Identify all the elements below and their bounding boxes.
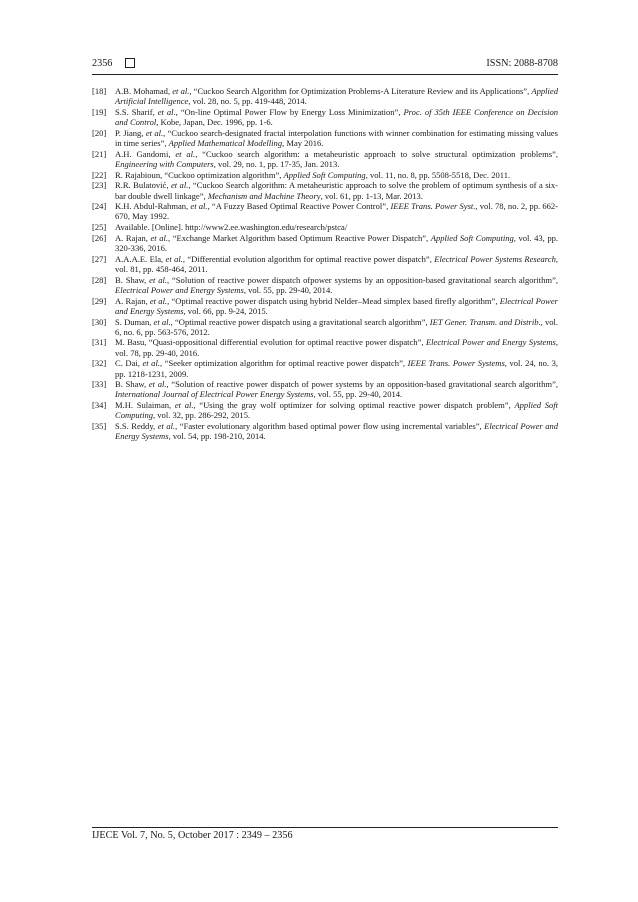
reference-segment: , vol. 78, pp. 29-40, 2016. [115, 337, 558, 358]
square-bullet-icon [125, 58, 135, 68]
reference-segment: S.S. Reddy, [115, 421, 158, 432]
reference-segment: , “Cuckoo search algorithm: a metaheuristic approach to solve structural optimization problems”, [195, 148, 558, 159]
reference-number: [20] [92, 127, 107, 138]
reference-segment: , “Seeker optimization algorithm for optimal reactive power dispatch”, [159, 358, 408, 369]
reference-segment: , vol. 28, no. 5, pp. 419-448, 2014. [188, 96, 307, 107]
reference-italic-segment: Applied Mathematical Modelling [168, 137, 283, 148]
reference-italic-segment: et al. [157, 421, 176, 432]
reference-text [115, 296, 558, 316]
reference-item [92, 421, 558, 441]
reference-segment: , “A Fuzzy Based Optimal Reactive Power Control”, [207, 201, 391, 212]
issn-label: ISSN: 2088-8708 [486, 58, 558, 69]
page-number: 2356 [92, 58, 113, 69]
reference-segment: , May 2016. [282, 137, 324, 148]
reference-italic-segment: Electrical Power and Energy Systems [425, 337, 556, 348]
reference-italic-segment: et al. [174, 400, 194, 411]
reference-item [92, 180, 558, 200]
reference-item [92, 275, 558, 295]
reference-italic-segment: International Journal of Electrical Power Energy Systems [115, 389, 314, 400]
reference-text [115, 254, 558, 274]
reference-italic-segment: et al. [170, 180, 189, 191]
reference-segment: , vol. 29, no. 1, pp. 17-35, Jan. 2013. [213, 158, 340, 169]
reference-italic-segment: Applied Soft Computing [283, 169, 366, 180]
reference-segment: ., “Optimal reactive power dispatch using a gravitational search algorithm”, [168, 316, 430, 327]
reference-italic-segment: et al. [149, 295, 168, 306]
reference-italic-segment: Applied Soft Computing [430, 232, 514, 243]
reference-item [92, 358, 558, 378]
reference-number: [27] [92, 253, 107, 264]
reference-number: [34] [92, 400, 107, 411]
reference-segment: P. Jiang, [115, 127, 146, 138]
reference-item [92, 128, 558, 148]
reference-segment: , [167, 86, 173, 96]
reference-number: [32] [92, 358, 107, 369]
reference-segment: , vol. 11, no. 8, pp. 5508-5518, Dec. 2011. [365, 169, 511, 180]
reference-item [92, 222, 558, 232]
reference-segment: R. Rajabioun, “Cuckoo optimization algorithm”, [115, 169, 284, 180]
reference-number: [31] [92, 337, 107, 348]
reference-item [92, 107, 558, 127]
reference-italic-segment: Electrical Power and Energy Systems [115, 284, 244, 295]
reference-segment: , “Faster evolutionary algorithm based optimal power flow using incremental variables”, [175, 421, 485, 432]
reference-number: [22] [92, 169, 107, 180]
reference-segment: , vol. 81, pp. 458-464, 2011. [115, 253, 559, 274]
reference-segment: A. Rajan, [115, 232, 151, 243]
reference-segment: , vol. 78, no. 2, pp. 662-670, May 1992. [115, 201, 558, 222]
reference-segment: ., vol. 6, no. 6, pp. 563-576, 2012. [115, 316, 559, 337]
page-footer: IJECE Vol. 7, No. 5, October 2017 : 2349 – 2356 [92, 830, 293, 841]
reference-segment: , “Using the gray wolf optimizer for solving optimal reactive power dispatch problem”, [193, 400, 515, 411]
reference-segment: , vol. 54, pp. 198-210, 2014. [168, 431, 266, 442]
reference-segment: , vol. 24, no. 3, pp. 1218-1231, 2009. [115, 358, 559, 379]
reference-text [115, 317, 558, 337]
reference-segment: A.A.A.E. Ela, [115, 253, 166, 264]
reference-text [115, 275, 558, 295]
reference-text [115, 128, 558, 148]
reference-segment: , “On-line Optimal Power Flow by Energy Loss Minimization”, [175, 106, 404, 117]
reference-italic-segment: et al. [157, 106, 176, 117]
reference-segment: A. Rajan, [115, 295, 150, 306]
reference-italic-segment: Applied Artificial Intelligence [115, 86, 558, 107]
reference-italic-segment: Engineering with Computers [115, 158, 214, 169]
reference-segment: , “Exchange Market Algorithm based Optimum Reactive Power Dispatch”, [168, 232, 431, 243]
reference-italic-segment: et al. [175, 148, 196, 159]
reference-item [92, 317, 558, 337]
reference-segment: R.R. Bulatović, [115, 180, 171, 191]
reference-item [92, 86, 558, 106]
reference-italic-segment: et al. [148, 379, 167, 390]
reference-segment: , “Cuckoo search-designated fractal interpolation functions with winner combination for estimating missing values in time series”, [115, 127, 559, 148]
reference-text [115, 222, 558, 232]
reference-item [92, 201, 558, 221]
reference-text [115, 233, 558, 253]
reference-item [92, 296, 558, 316]
reference-italic-segment: et al. [150, 232, 169, 243]
reference-segment: , vol. 32, pp. 286-292, 2015. [153, 410, 251, 421]
reference-list [92, 86, 558, 442]
reference-text [115, 379, 558, 399]
reference-text [115, 149, 558, 169]
reference-italic-segment: Electrical Power Systems Research [434, 253, 556, 264]
reference-segment: S.S. Sharif, [115, 106, 158, 117]
reference-segment: , vol. 55, pp. 29-40, 2014. [313, 389, 403, 400]
reference-segment: , “Solution of reactive power dispatch ofpower systems by an opposition-based gravitational search algorithm”, [167, 274, 559, 285]
reference-segment: , “Optimal reactive power dispatch using hybrid Nelder–Mead simplex based firefly algorithm”, [167, 295, 500, 306]
reference-text [115, 86, 558, 106]
reference-italic-segment: et al [153, 316, 169, 327]
reference-italic-segment: et al. [165, 253, 183, 264]
reference-item [92, 149, 558, 169]
reference-italic-segment: IEEE Trans. Power Syst. [390, 201, 476, 212]
reference-segment: , vol. 55, pp. 29-40, 2014. [243, 284, 333, 295]
reference-item [92, 170, 558, 180]
reference-item [92, 254, 558, 274]
reference-segment: S. Duman, [115, 316, 154, 327]
reference-italic-segment: et al. [172, 86, 190, 96]
reference-italic-segment: Electrical Power and Energy Systems [115, 421, 559, 442]
reference-segment: A.B. Mohamad [115, 86, 168, 96]
reference-segment: , “Cuckoo Search Algorithm for Optimization Problems-A Literature Review and its Applications”, [189, 86, 532, 96]
reference-number: [29] [92, 295, 107, 306]
page-header [92, 58, 558, 74]
reference-text [115, 170, 558, 180]
reference-number: [35] [92, 421, 107, 432]
reference-italic-segment: IEEE Trans. Power Systems [407, 358, 505, 369]
reference-italic-segment: et al. [142, 358, 160, 369]
reference-number: [25] [92, 222, 107, 233]
reference-number: [24] [92, 201, 107, 212]
reference-segment: M.H. Sulaiman, [115, 400, 175, 411]
reference-italic-segment: IET Gener. Transm. and Distrib [429, 316, 539, 327]
reference-segment: , vol. 61, pp. 1-13, Mar. 2013. [320, 190, 423, 201]
reference-text [115, 180, 558, 200]
reference-segment: A.H. Gandomi, [115, 148, 176, 159]
reference-text [115, 358, 558, 378]
reference-number: [33] [92, 379, 107, 390]
reference-italic-segment: Proc. of 35th IEEE Conference on Decision and Control [115, 106, 559, 128]
reference-italic-segment: et al. [145, 127, 164, 138]
reference-segment: B. Shaw, [115, 379, 149, 390]
reference-segment: , “Differential evolution algorithm for optimal reactive power dispatch”, [182, 253, 435, 264]
reference-text [115, 421, 558, 441]
reference-number: [26] [92, 232, 107, 243]
reference-segment: , “Solution of reactive power dispatch of power systems by an opposition-based gravitational search algorithm”, [166, 379, 559, 390]
reference-segment: K.H. Abdul-Rahman, [115, 201, 191, 212]
reference-item [92, 379, 558, 399]
reference-text [115, 400, 558, 420]
reference-number: [28] [92, 274, 107, 285]
reference-number: [23] [92, 180, 107, 191]
reference-segment: , vol. 43, pp. 320-336, 2016. [115, 232, 559, 254]
reference-text [115, 201, 558, 221]
reference-italic-segment: et al. [149, 274, 167, 285]
reference-segment: C. Dai, [115, 358, 143, 369]
reference-segment: B. Shaw, [115, 274, 150, 285]
header-rule [92, 74, 558, 75]
reference-number: [21] [92, 148, 107, 159]
reference-item [92, 233, 558, 253]
reference-italic-segment: Mechanism and Machine Theory [207, 190, 321, 201]
reference-segment: , vol. 66, pp. 9-24, 2015. [183, 305, 268, 316]
reference-number: [30] [92, 316, 107, 327]
reference-item [92, 400, 558, 420]
reference-number: [19] [92, 106, 107, 117]
reference-number: [18] [92, 86, 107, 96]
reference-segment: M. Basu, “Quasi-oppositional differential evolution for optimal reactive power dispatch”, [115, 337, 426, 348]
reference-text [115, 107, 558, 127]
reference-item [92, 337, 558, 357]
reference-italic-segment: Electrical Power and Energy Systems [115, 295, 558, 316]
reference-segment: , Kobe, Japan, Dec. 1996, pp. 1-6. [156, 117, 273, 128]
reference-italic-segment: Applied Soft Computing [115, 400, 559, 421]
reference-text [115, 337, 558, 357]
reference-segment: Available. [Online]. http://www2.ee.washington.edu/research/pstca/ [115, 222, 348, 233]
reference-italic-segment: et al. [190, 201, 208, 212]
reference-segment: , “Cuckoo Search algorithm: A metaheuristic approach to solve the problem of optimum synthesis of a six-bar double dwell linkage”, [115, 180, 559, 201]
footer-rule [92, 827, 558, 828]
